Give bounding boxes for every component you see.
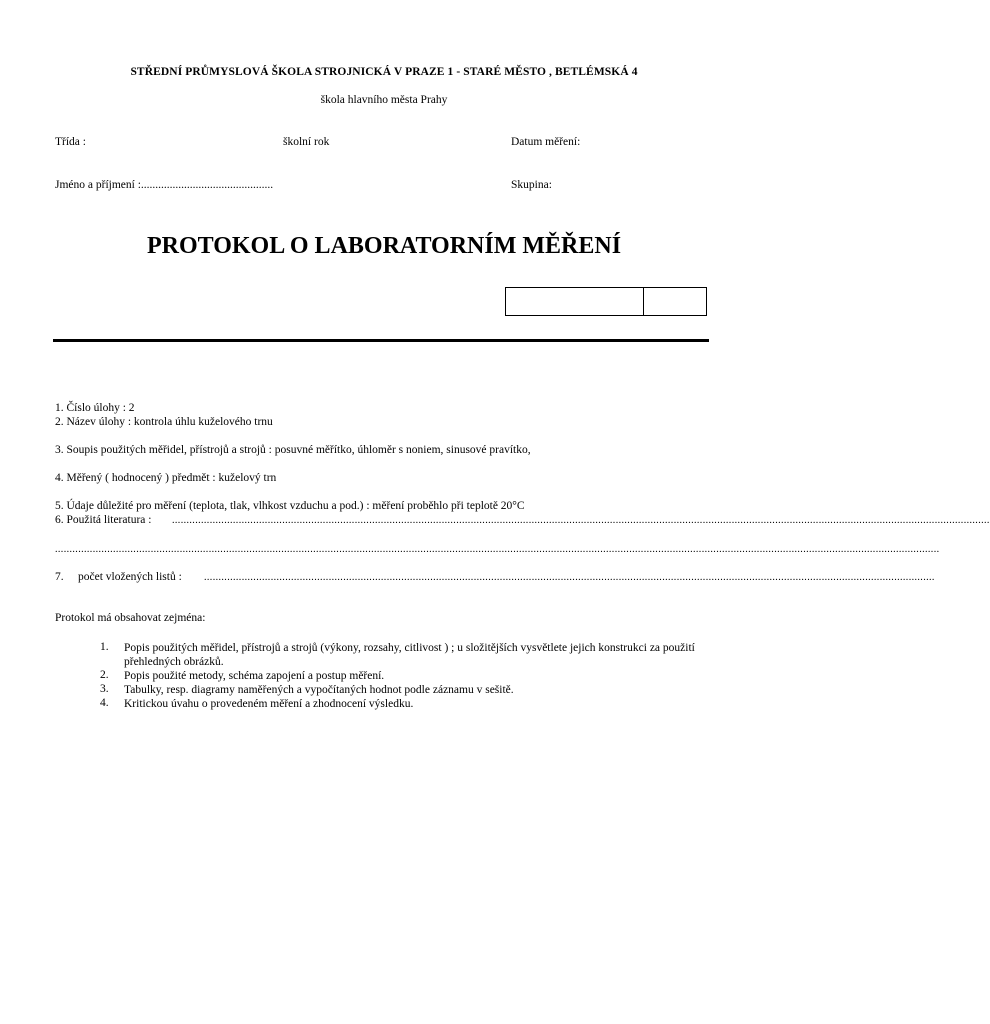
grade-box [505, 287, 707, 316]
sheets-number: 7. [55, 571, 64, 583]
point-number: 1. [100, 641, 109, 653]
school-name: STŘEDNÍ PRŮMYSLOVÁ ŠKOLA STROJNICKÁ V PRAZE 1 - STARÉ MĚSTO , BETLÉMSKÁ 4 [130, 66, 638, 78]
class-label: Třída : [55, 136, 86, 148]
measurement-conditions: 5. Údaje důležité pro měření (teplota, tlak, vlhkost vzduchu a pod.) : měření proběhlo při teplotě 20°C [55, 500, 525, 512]
point-text: Tabulky, resp. diagramy naměřených a vypočítaných hodnot podle záznamu v sešitě. [124, 684, 514, 696]
literature-dotted-line-2: ................................................................................................................................................................................................................................................................................................................. [55, 544, 940, 555]
sheets-dotted-line: ............................................................................................................................................................................................................................................................ [204, 572, 935, 583]
point-text: Popis použité metody, schéma zapojení a postup měření. [124, 670, 385, 682]
protocol-title: PROTOKOL O LABORATORNÍM MĚŘENÍ [146, 233, 622, 259]
task-number: 1. Číslo úlohy : 2 [55, 402, 135, 414]
instruments-list: 3. Soupis použitých měřidel, přístrojů a strojů : posuvné měřítko, úhloměr s noniem, sinusové pravítko, [55, 444, 531, 456]
header-separator [53, 339, 709, 342]
measured-object: 4. Měřený ( hodnocený ) předmět : kuželový trn [55, 472, 277, 484]
grade-box-divider [643, 288, 644, 315]
task-name: 2. Název úlohy : kontrola úhlu kuželového trnu [55, 416, 273, 428]
school-year-label: školní rok [283, 136, 330, 148]
point-number: 2. [100, 669, 109, 681]
point-text: Popis použitých měřidel, přístrojů a strojů (výkony, rozsahy, citlivost ) ; u složitějších vysvětlete jejich konstrukci za použití přehledných obrázků. [124, 642, 695, 668]
point-number: 3. [100, 683, 109, 695]
sheets-label: počet vložených listů : [78, 571, 182, 583]
literature-dotted-line: .......................................................................................................................................................................................................................................................................................... [172, 515, 990, 526]
school-subtitle: škola hlavního města Prahy [320, 94, 448, 106]
point-number: 4. [100, 697, 109, 709]
literature-label: 6. Použitá literatura : [55, 514, 152, 526]
measurement-date-label: Datum měření: [511, 136, 581, 148]
protocol-heading: Protokol má obsahovat zejména: [55, 612, 206, 624]
student-name-label: Jméno a příjmení :.............................................. [55, 179, 274, 191]
group-label: Skupina: [511, 179, 552, 191]
point-text: Kritickou úvahu o provedeném měření a zhodnocení výsledku. [124, 698, 414, 710]
